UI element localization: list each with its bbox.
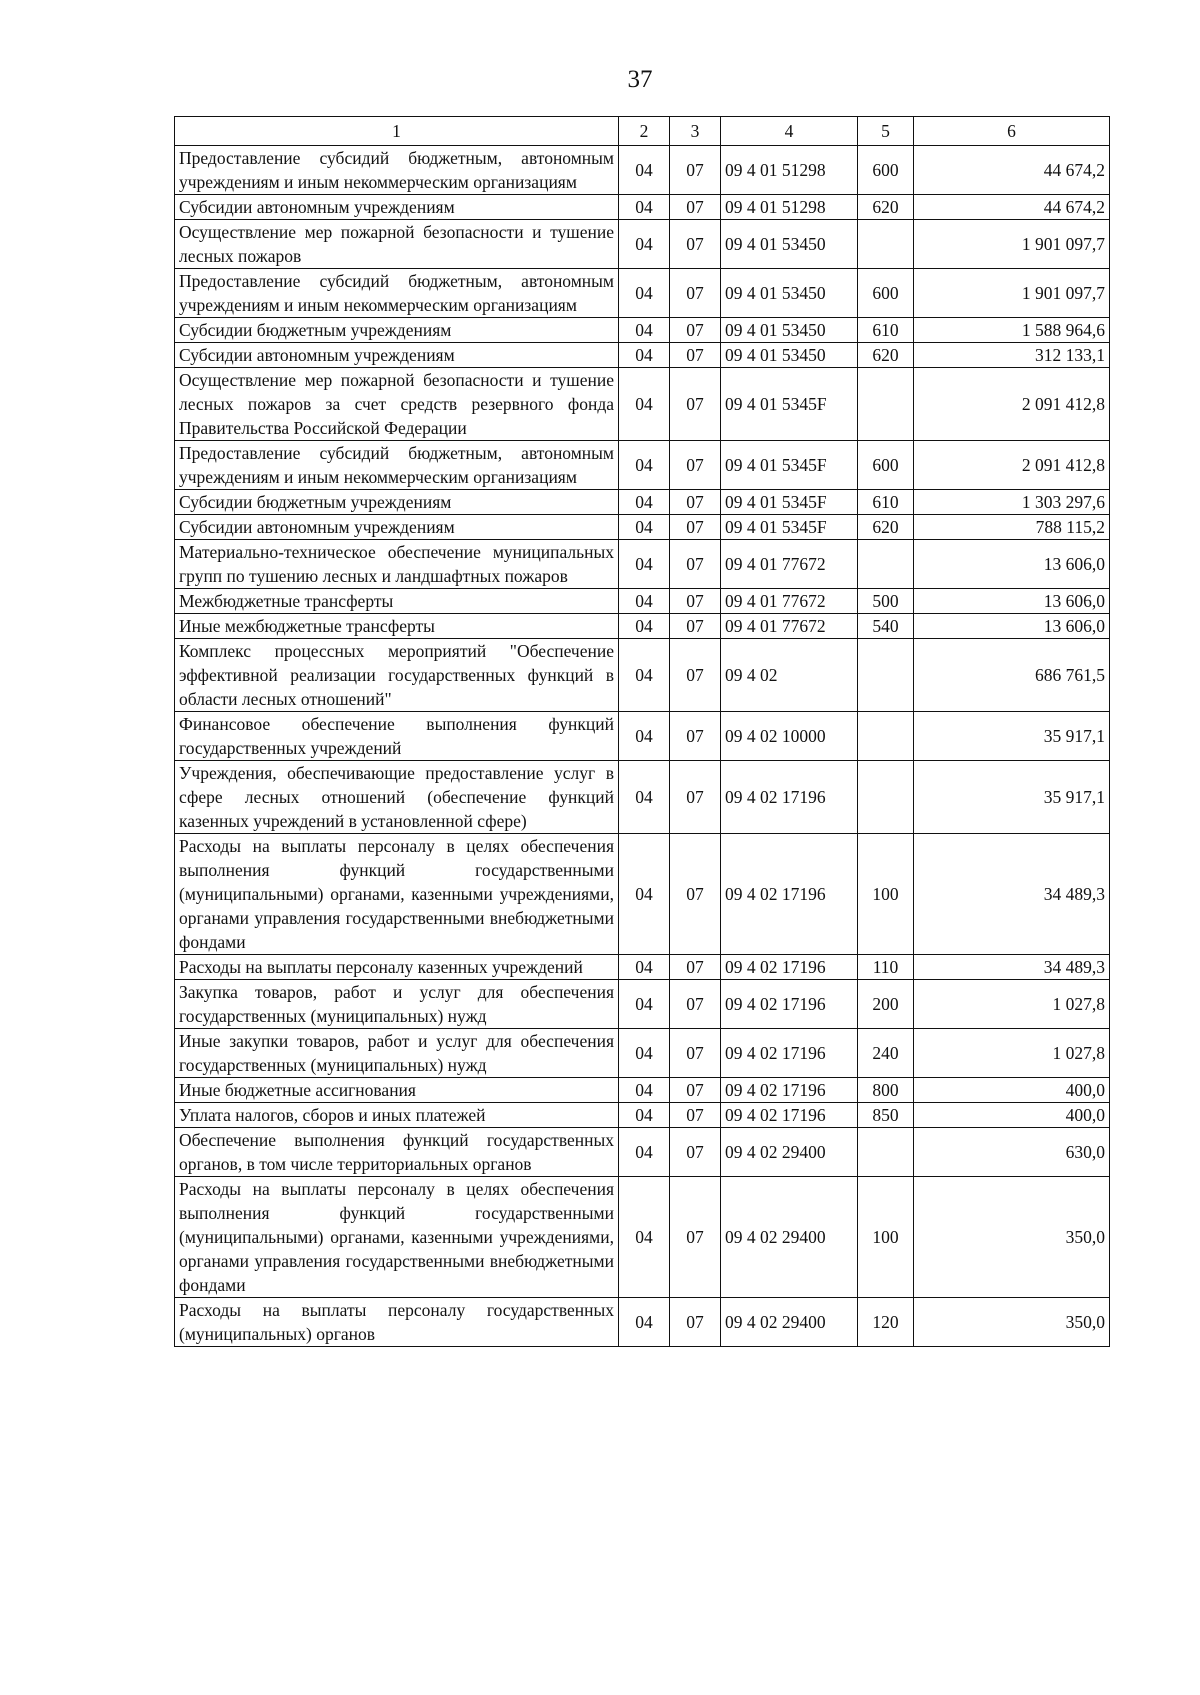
row-name: Субсидии автономным учреждениям — [175, 515, 619, 540]
row-section: 04 — [619, 490, 670, 515]
table-row — [175, 515, 1110, 540]
row-target-article: 09 4 01 51298 — [721, 146, 858, 195]
row-expense-type — [858, 1128, 914, 1177]
row-section: 04 — [619, 980, 670, 1029]
column-header-5: 5 — [858, 117, 914, 146]
table-row — [175, 712, 1110, 761]
row-section: 04 — [619, 269, 670, 318]
row-expense-type: 850 — [858, 1103, 914, 1128]
row-target-article: 09 4 02 17196 — [721, 1029, 858, 1078]
table-header — [175, 117, 1110, 146]
row-section: 04 — [619, 955, 670, 980]
row-subsection: 07 — [670, 220, 721, 269]
row-subsection: 07 — [670, 834, 721, 955]
table-row — [175, 1298, 1110, 1347]
row-section: 04 — [619, 589, 670, 614]
row-expense-type: 120 — [858, 1298, 914, 1347]
row-subsection: 07 — [670, 343, 721, 368]
table-row — [175, 955, 1110, 980]
row-target-article: 09 4 02 17196 — [721, 1078, 858, 1103]
table-row — [175, 834, 1110, 955]
table-row — [175, 540, 1110, 589]
row-subsection: 07 — [670, 955, 721, 980]
row-name: Предоставление субсидий бюджетным, автономным учреждениям и иным некоммерческим организациям — [175, 269, 619, 318]
row-target-article: 09 4 01 77672 — [721, 540, 858, 589]
table-row — [175, 146, 1110, 195]
row-target-article: 09 4 01 5345F — [721, 490, 858, 515]
row-name: Финансовое обеспечение выполнения функций государственных учреждений — [175, 712, 619, 761]
row-amount: 312 133,1 — [914, 343, 1110, 368]
row-subsection: 07 — [670, 195, 721, 220]
row-section: 04 — [619, 834, 670, 955]
table-row — [175, 1177, 1110, 1298]
row-section: 04 — [619, 146, 670, 195]
row-subsection: 07 — [670, 761, 721, 834]
row-expense-type: 500 — [858, 589, 914, 614]
row-expense-type: 600 — [858, 441, 914, 490]
row-subsection: 07 — [670, 589, 721, 614]
table-row — [175, 639, 1110, 712]
row-amount: 1 588 964,6 — [914, 318, 1110, 343]
table-body — [175, 146, 1110, 1347]
row-amount: 350,0 — [914, 1177, 1110, 1298]
row-amount: 44 674,2 — [914, 195, 1110, 220]
row-name: Расходы на выплаты персоналу государственных (муниципальных) органов — [175, 1298, 619, 1347]
row-name: Учреждения, обеспечивающие предоставление услуг в сфере лесных отношений (обеспечение функций казенных учреждений в установленной сфере) — [175, 761, 619, 834]
row-subsection: 07 — [670, 318, 721, 343]
row-amount: 1 027,8 — [914, 1029, 1110, 1078]
row-section: 04 — [619, 1128, 670, 1177]
row-subsection: 07 — [670, 368, 721, 441]
row-target-article: 09 4 02 10000 — [721, 712, 858, 761]
row-name: Осуществление мер пожарной безопасности и тушение лесных пожаров за счет средств резервного фонда Правительства Российской Федерации — [175, 368, 619, 441]
row-subsection: 07 — [670, 712, 721, 761]
row-name: Материально-техническое обеспечение муниципальных групп по тушению лесных и ландшафтных пожаров — [175, 540, 619, 589]
table-row — [175, 1029, 1110, 1078]
row-section: 04 — [619, 441, 670, 490]
row-expense-type: 110 — [858, 955, 914, 980]
column-header-6: 6 — [914, 117, 1110, 146]
row-target-article: 09 4 01 77672 — [721, 589, 858, 614]
row-amount: 1 303 297,6 — [914, 490, 1110, 515]
table-row — [175, 195, 1110, 220]
row-name: Предоставление субсидий бюджетным, автономным учреждениям и иным некоммерческим организациям — [175, 441, 619, 490]
row-subsection: 07 — [670, 490, 721, 515]
row-expense-type: 610 — [858, 318, 914, 343]
row-amount: 1 901 097,7 — [914, 269, 1110, 318]
row-target-article: 09 4 01 5345F — [721, 515, 858, 540]
row-target-article: 09 4 02 29400 — [721, 1177, 858, 1298]
row-expense-type — [858, 712, 914, 761]
row-section: 04 — [619, 1177, 670, 1298]
table-row — [175, 368, 1110, 441]
row-expense-type — [858, 761, 914, 834]
row-expense-type: 200 — [858, 980, 914, 1029]
row-amount: 35 917,1 — [914, 761, 1110, 834]
row-section: 04 — [619, 368, 670, 441]
table-row — [175, 441, 1110, 490]
row-expense-type: 100 — [858, 834, 914, 955]
column-header-3: 3 — [670, 117, 721, 146]
row-subsection: 07 — [670, 980, 721, 1029]
row-amount: 2 091 412,8 — [914, 441, 1110, 490]
row-name: Уплата налогов, сборов и иных платежей — [175, 1103, 619, 1128]
row-name: Субсидии автономным учреждениям — [175, 343, 619, 368]
row-amount: 2 091 412,8 — [914, 368, 1110, 441]
budget-table — [174, 116, 1110, 1347]
row-section: 04 — [619, 761, 670, 834]
row-section: 04 — [619, 540, 670, 589]
row-target-article: 09 4 02 17196 — [721, 1103, 858, 1128]
row-section: 04 — [619, 1078, 670, 1103]
row-expense-type — [858, 368, 914, 441]
row-section: 04 — [619, 1103, 670, 1128]
row-target-article: 09 4 01 77672 — [721, 614, 858, 639]
table-row — [175, 490, 1110, 515]
row-expense-type: 600 — [858, 146, 914, 195]
row-subsection: 07 — [670, 146, 721, 195]
page-number: 37 — [627, 66, 653, 93]
row-section: 04 — [619, 1298, 670, 1347]
row-target-article: 09 4 01 5345F — [721, 441, 858, 490]
row-name: Межбюджетные трансферты — [175, 589, 619, 614]
row-expense-type — [858, 639, 914, 712]
row-target-article: 09 4 01 53450 — [721, 269, 858, 318]
table-row — [175, 589, 1110, 614]
row-expense-type: 540 — [858, 614, 914, 639]
row-target-article: 09 4 02 17196 — [721, 980, 858, 1029]
row-name: Субсидии бюджетным учреждениям — [175, 318, 619, 343]
row-expense-type: 100 — [858, 1177, 914, 1298]
row-expense-type: 620 — [858, 515, 914, 540]
row-name: Субсидии автономным учреждениям — [175, 195, 619, 220]
row-target-article: 09 4 01 53450 — [721, 220, 858, 269]
row-target-article: 09 4 02 17196 — [721, 955, 858, 980]
row-name: Расходы на выплаты персоналу казенных учреждений — [175, 955, 619, 980]
row-section: 04 — [619, 343, 670, 368]
row-name: Предоставление субсидий бюджетным, автономным учреждениям и иным некоммерческим организациям — [175, 146, 619, 195]
row-section: 04 — [619, 1029, 670, 1078]
row-amount: 44 674,2 — [914, 146, 1110, 195]
column-header-4: 4 — [721, 117, 858, 146]
row-amount: 630,0 — [914, 1128, 1110, 1177]
table-row — [175, 980, 1110, 1029]
row-amount: 34 489,3 — [914, 955, 1110, 980]
row-section: 04 — [619, 639, 670, 712]
row-amount: 13 606,0 — [914, 589, 1110, 614]
row-amount: 1 027,8 — [914, 980, 1110, 1029]
column-header-2: 2 — [619, 117, 670, 146]
row-expense-type: 240 — [858, 1029, 914, 1078]
column-header-1: 1 — [175, 117, 619, 146]
row-expense-type — [858, 220, 914, 269]
row-target-article: 09 4 01 53450 — [721, 343, 858, 368]
row-subsection: 07 — [670, 614, 721, 639]
row-section: 04 — [619, 614, 670, 639]
row-amount: 350,0 — [914, 1298, 1110, 1347]
row-subsection: 07 — [670, 1177, 721, 1298]
table-row — [175, 318, 1110, 343]
header-row — [175, 117, 1110, 146]
row-amount: 686 761,5 — [914, 639, 1110, 712]
row-target-article: 09 4 02 — [721, 639, 858, 712]
row-name: Иные межбюджетные трансферты — [175, 614, 619, 639]
table-row — [175, 761, 1110, 834]
row-amount: 1 901 097,7 — [914, 220, 1110, 269]
row-target-article: 09 4 01 51298 — [721, 195, 858, 220]
row-expense-type: 600 — [858, 269, 914, 318]
row-name: Закупка товаров, работ и услуг для обеспечения государственных (муниципальных) нужд — [175, 980, 619, 1029]
row-amount: 13 606,0 — [914, 540, 1110, 589]
table-row — [175, 614, 1110, 639]
row-name: Осуществление мер пожарной безопасности и тушение лесных пожаров — [175, 220, 619, 269]
row-amount: 788 115,2 — [914, 515, 1110, 540]
row-amount: 400,0 — [914, 1078, 1110, 1103]
table-row — [175, 1128, 1110, 1177]
row-expense-type: 620 — [858, 343, 914, 368]
row-section: 04 — [619, 515, 670, 540]
row-subsection: 07 — [670, 639, 721, 712]
row-target-article: 09 4 02 17196 — [721, 761, 858, 834]
row-section: 04 — [619, 195, 670, 220]
row-subsection: 07 — [670, 1078, 721, 1103]
row-subsection: 07 — [670, 1298, 721, 1347]
table-row — [175, 269, 1110, 318]
row-name: Субсидии бюджетным учреждениям — [175, 490, 619, 515]
row-subsection: 07 — [670, 540, 721, 589]
row-section: 04 — [619, 318, 670, 343]
row-section: 04 — [619, 712, 670, 761]
row-name: Расходы на выплаты персоналу в целях обеспечения выполнения функций государственными (муниципальными) органами, казенными учреждениями, органами управления государственными внебюджетными фондами — [175, 834, 619, 955]
row-target-article: 09 4 01 53450 — [721, 318, 858, 343]
row-expense-type — [858, 540, 914, 589]
table-row — [175, 1103, 1110, 1128]
table-row — [175, 343, 1110, 368]
table-row — [175, 220, 1110, 269]
row-name: Иные бюджетные ассигнования — [175, 1078, 619, 1103]
row-section: 04 — [619, 220, 670, 269]
row-amount: 400,0 — [914, 1103, 1110, 1128]
table-row — [175, 1078, 1110, 1103]
row-subsection: 07 — [670, 1103, 721, 1128]
row-subsection: 07 — [670, 1029, 721, 1078]
row-subsection: 07 — [670, 441, 721, 490]
row-name: Расходы на выплаты персоналу в целях обеспечения выполнения функций государственными (муниципальными) органами, казенными учреждениями, органами управления государственными внебюджетными фондами — [175, 1177, 619, 1298]
row-target-article: 09 4 01 5345F — [721, 368, 858, 441]
row-amount: 13 606,0 — [914, 614, 1110, 639]
row-subsection: 07 — [670, 515, 721, 540]
row-name: Комплекс процессных мероприятий "Обеспечение эффективной реализации государственных функций в области лесных отношений" — [175, 639, 619, 712]
row-amount: 34 489,3 — [914, 834, 1110, 955]
row-target-article: 09 4 02 29400 — [721, 1298, 858, 1347]
row-target-article: 09 4 02 29400 — [721, 1128, 858, 1177]
row-amount: 35 917,1 — [914, 712, 1110, 761]
row-subsection: 07 — [670, 269, 721, 318]
row-name: Обеспечение выполнения функций государственных органов, в том числе территориальных органов — [175, 1128, 619, 1177]
row-subsection: 07 — [670, 1128, 721, 1177]
row-name: Иные закупки товаров, работ и услуг для обеспечения государственных (муниципальных) нужд — [175, 1029, 619, 1078]
row-expense-type: 620 — [858, 195, 914, 220]
row-expense-type: 610 — [858, 490, 914, 515]
row-expense-type: 800 — [858, 1078, 914, 1103]
row-target-article: 09 4 02 17196 — [721, 834, 858, 955]
